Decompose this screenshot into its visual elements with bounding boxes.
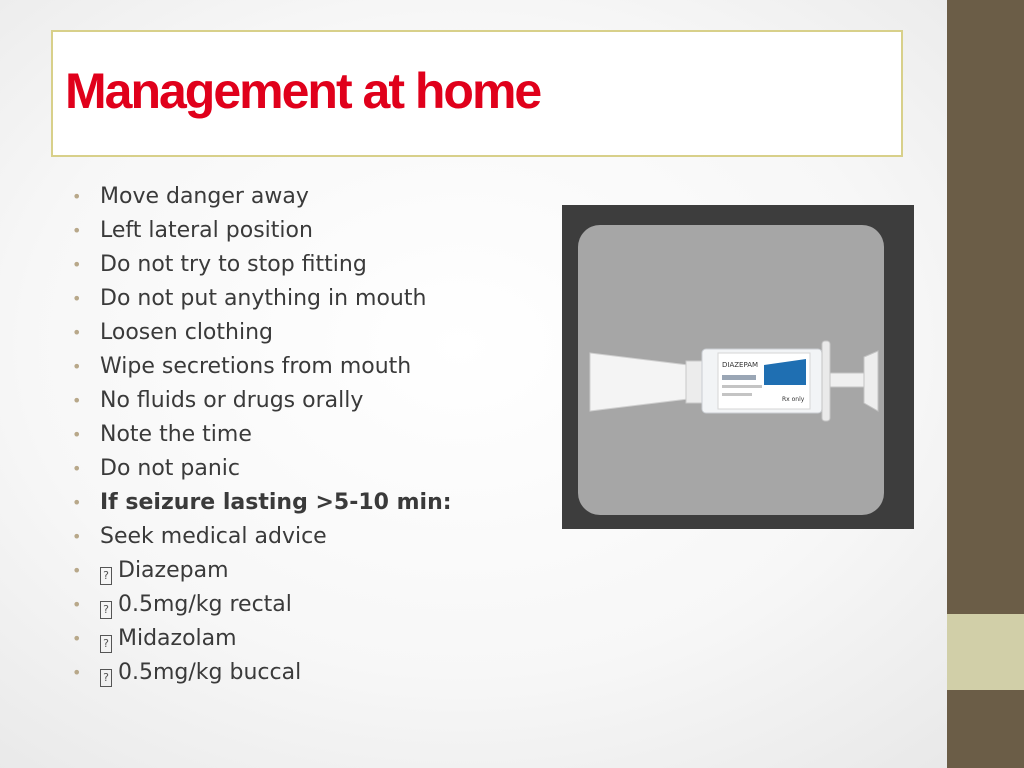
bullet-list bbox=[72, 180, 452, 690]
bullet-item bbox=[72, 588, 452, 622]
bullet-item bbox=[72, 316, 452, 350]
bullet-item bbox=[72, 180, 452, 214]
bullet-text: Loosen clothing bbox=[100, 320, 273, 345]
bullet-dot-icon: • bbox=[72, 187, 82, 206]
bullet-dot-icon: • bbox=[72, 663, 82, 682]
bullet-dot-icon: • bbox=[72, 221, 82, 240]
syringe-label-text: DIAZEPAM bbox=[722, 361, 759, 369]
side-accent-block bbox=[947, 614, 1024, 690]
bullet-item bbox=[72, 656, 452, 690]
bullet-item bbox=[72, 486, 452, 520]
diazepam-syringe-illustration bbox=[578, 225, 884, 515]
bullet-dot-icon: • bbox=[72, 425, 82, 444]
bullet-item bbox=[72, 622, 452, 656]
bullet-text: Do not panic bbox=[100, 456, 241, 481]
bullet-item bbox=[72, 350, 452, 384]
slide-title: Management at home bbox=[65, 63, 541, 119]
bullet-item bbox=[72, 418, 452, 452]
bullet-text: Do not put anything in mouth bbox=[100, 286, 427, 311]
bullet-dot-icon: • bbox=[72, 357, 82, 376]
title-box bbox=[51, 30, 903, 157]
bullet-item bbox=[72, 452, 452, 486]
bullet-item bbox=[72, 554, 452, 588]
bullet-text: Move danger away bbox=[100, 184, 309, 209]
bullet-text: Diazepam bbox=[118, 558, 229, 583]
bullet-text: If seizure lasting >5-10 min: bbox=[100, 490, 452, 515]
bullet-text: 0.5mg/kg buccal bbox=[118, 660, 302, 685]
bullet-text: 0.5mg/kg rectal bbox=[118, 592, 292, 617]
bullet-text: Do not try to stop fitting bbox=[100, 252, 367, 277]
syringe-badge-text: Rx only bbox=[782, 396, 805, 403]
bullet-item bbox=[72, 520, 452, 554]
bullet-item bbox=[72, 248, 452, 282]
bullet-dot-icon: • bbox=[72, 323, 82, 342]
bullet-text: Left lateral position bbox=[100, 218, 313, 243]
bullet-dot-icon: • bbox=[72, 561, 82, 580]
bullet-text: Seek medical advice bbox=[100, 524, 327, 549]
bullet-item bbox=[72, 384, 452, 418]
bullet-dot-icon: • bbox=[72, 255, 82, 274]
bullet-dot-icon: • bbox=[72, 595, 82, 614]
missing-glyph-icon: ? bbox=[100, 669, 112, 687]
bullet-item bbox=[72, 214, 452, 248]
bullet-dot-icon: • bbox=[72, 459, 82, 478]
syringe-photo bbox=[562, 205, 914, 529]
bullet-text: No fluids or drugs orally bbox=[100, 388, 364, 413]
bullet-dot-icon: • bbox=[72, 527, 82, 546]
bullet-dot-icon: • bbox=[72, 289, 82, 308]
bullet-dot-icon: • bbox=[72, 391, 82, 410]
photo-background bbox=[578, 225, 884, 515]
missing-glyph-icon: ? bbox=[100, 601, 112, 619]
bullet-item bbox=[72, 282, 452, 316]
missing-glyph-icon: ? bbox=[100, 635, 112, 653]
bullet-text: Note the time bbox=[100, 422, 252, 447]
bullet-text: Midazolam bbox=[118, 626, 237, 651]
bullet-dot-icon: • bbox=[72, 493, 82, 512]
bullet-dot-icon: • bbox=[72, 629, 82, 648]
bullet-text: Wipe secretions from mouth bbox=[100, 354, 412, 379]
missing-glyph-icon: ? bbox=[100, 567, 112, 585]
